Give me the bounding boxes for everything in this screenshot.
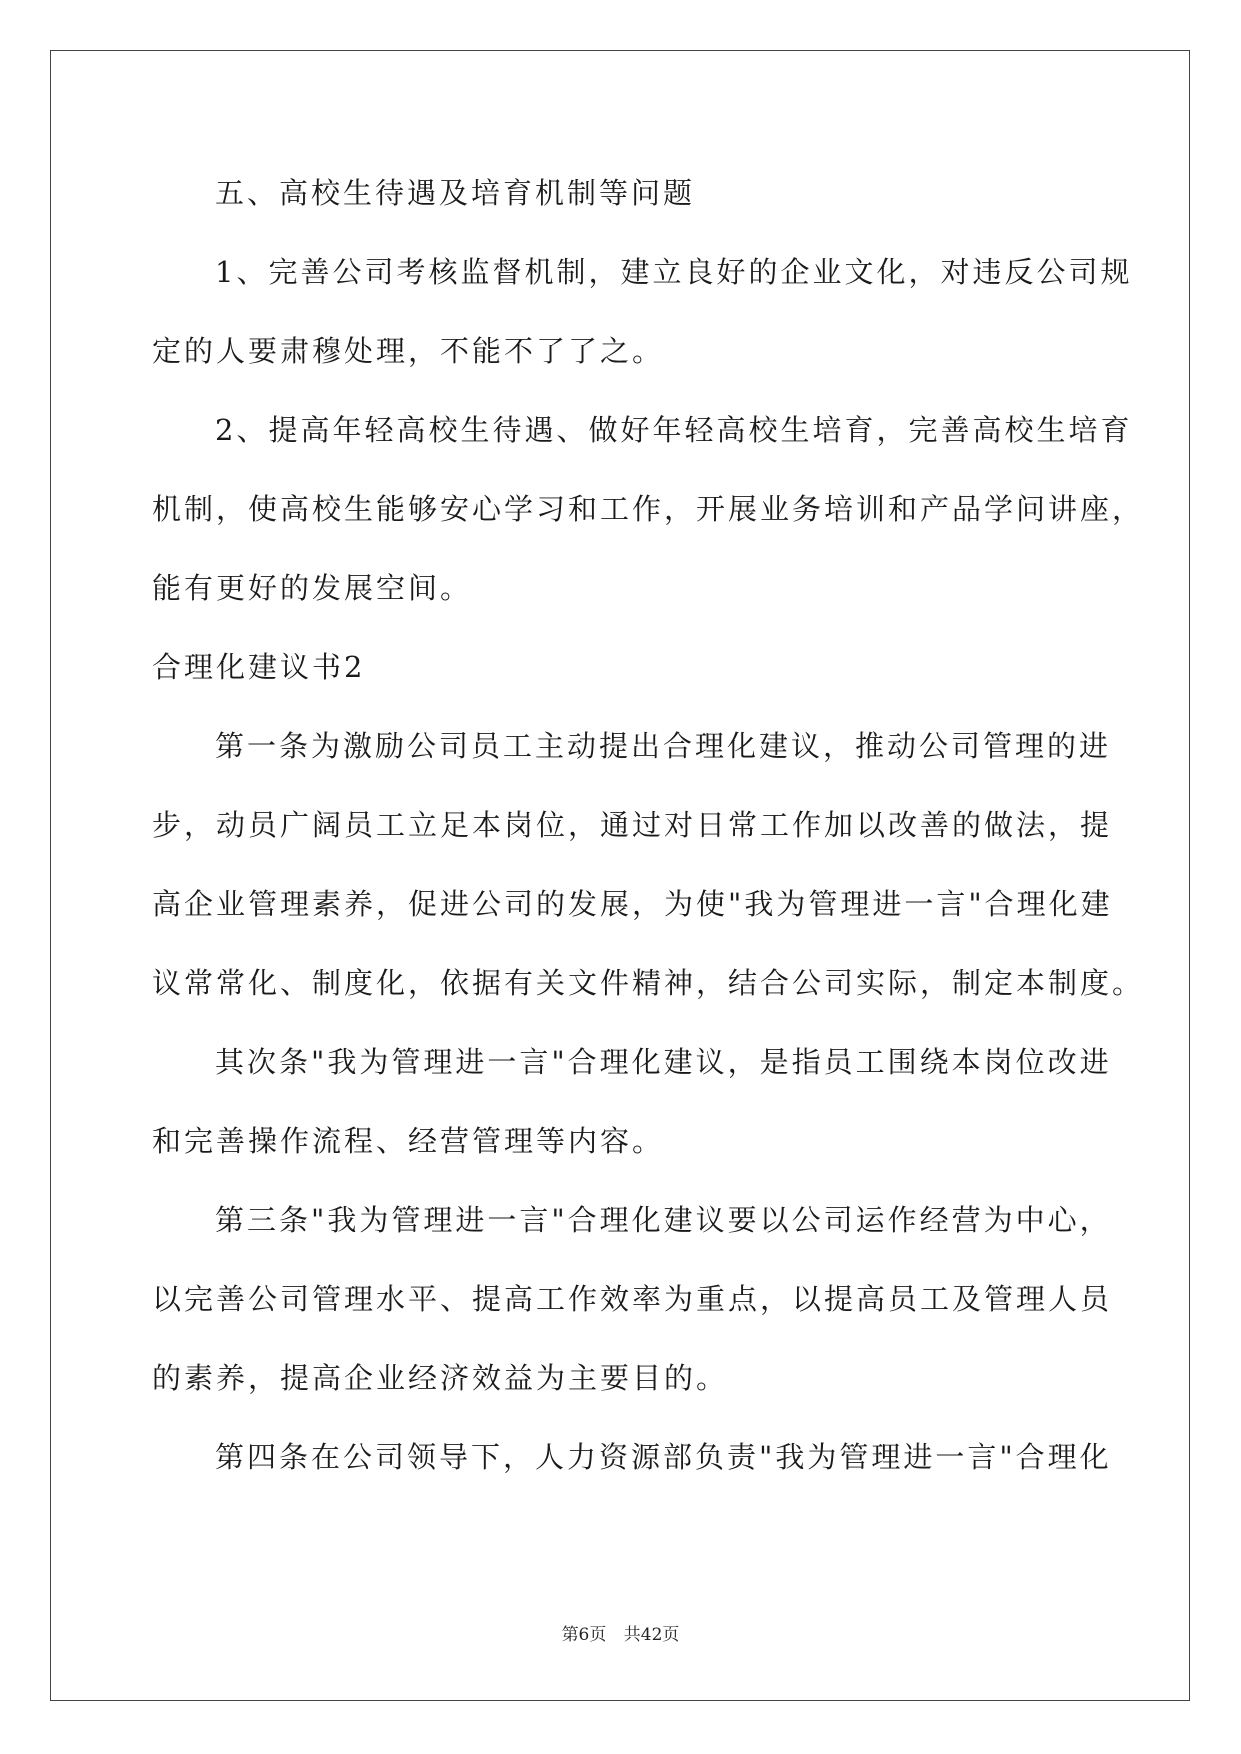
paragraph-line: 以完善公司管理水平、提高工作效率为重点，以提高员工及管理人员 xyxy=(152,1282,1113,1316)
paragraph-line: 议常常化、制度化，依据有关文件精神，结合公司实际，制定本制度。 xyxy=(152,966,1145,1000)
paragraph-line: 机制，使高校生能够安心学习和工作，开展业务培训和产品学问讲座， xyxy=(152,492,1145,526)
paragraph-line: 第一条为激励公司员工主动提出合理化建议，推动公司管理的进 xyxy=(215,729,1112,763)
paragraph-line: 第三条"我为管理进一言"合理化建议要以公司运作经营为中心， xyxy=(215,1203,1112,1237)
paragraph-line: 的素养，提高企业经济效益为主要目的。 xyxy=(152,1361,729,1395)
page-number: 第6页 xyxy=(561,1625,607,1645)
paragraph-line: 1、完善公司考核监督机制，建立良好的企业文化，对违反公司规 xyxy=(215,255,1133,289)
paragraph-line: 高企业管理素养，促进公司的发展，为使"我为管理进一言"合理化建 xyxy=(152,887,1113,921)
paragraph-line: 步，动员广阔员工立足本岗位，通过对日常工作加以改善的做法，提 xyxy=(152,808,1113,842)
paragraph-line: 定的人要肃穆处理，不能不了了之。 xyxy=(152,334,665,368)
paragraph-line: 第四条在公司领导下，人力资源部负责"我为管理进一言"合理化 xyxy=(215,1440,1112,1474)
paragraph-line: 和完善操作流程、经营管理等内容。 xyxy=(152,1124,665,1158)
document-title: 合理化建议书2 xyxy=(152,650,366,684)
section-heading: 五、高校生待遇及培育机制等问题 xyxy=(215,176,696,210)
page-total: 共42页 xyxy=(623,1625,680,1645)
page-footer xyxy=(0,1620,1241,1645)
paragraph-line: 2、提高年轻高校生待遇、做好年轻高校生培育，完善高校生培育 xyxy=(215,413,1133,447)
paragraph-line: 其次条"我为管理进一言"合理化建议，是指员工围绕本岗位改进 xyxy=(215,1045,1112,1079)
paragraph-line: 能有更好的发展空间。 xyxy=(152,571,473,605)
